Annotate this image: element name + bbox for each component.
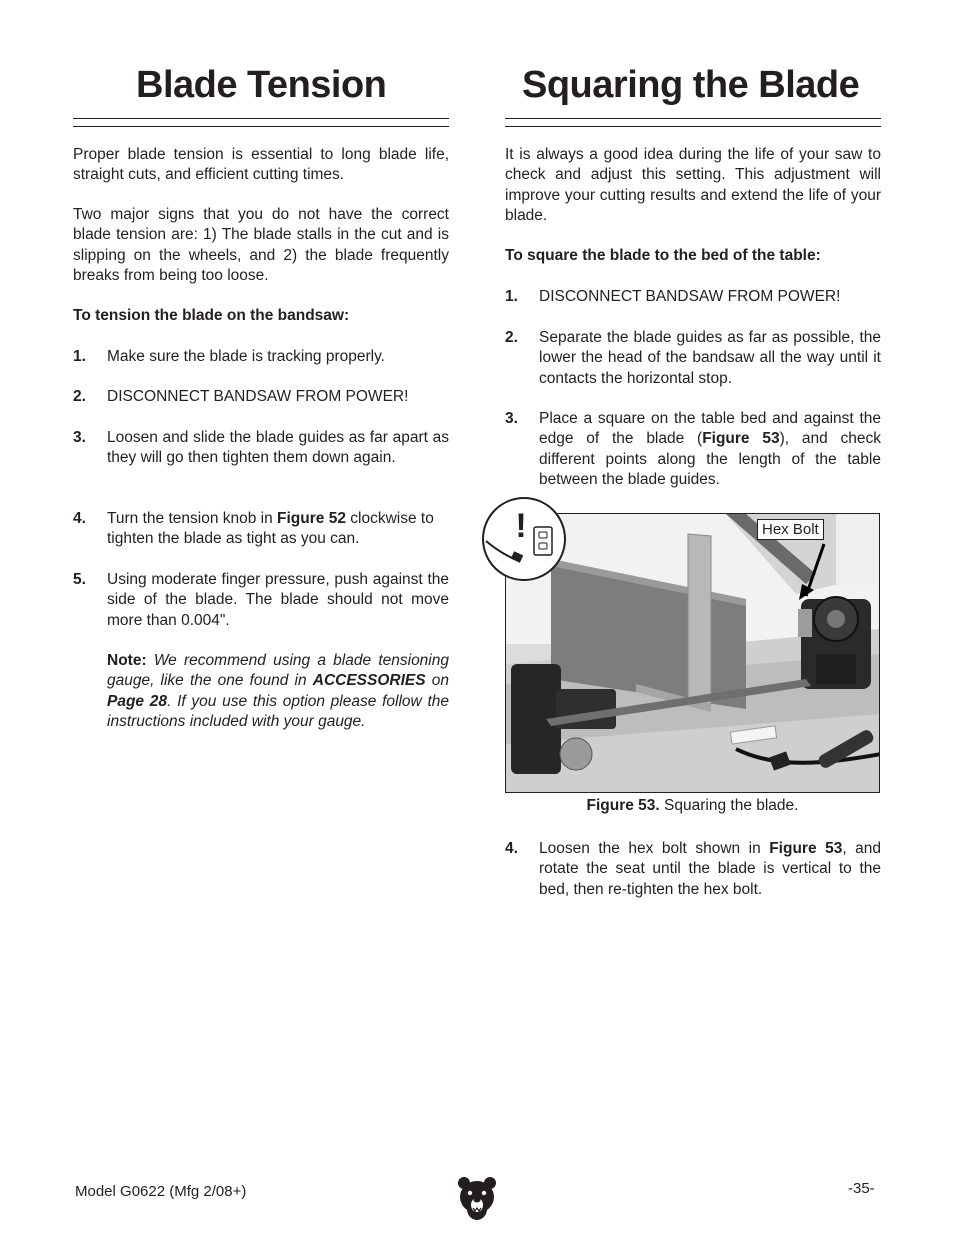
step-text: DISCONNECT BANDSAW FROM POWER! [107, 388, 409, 405]
step-number: 1. [505, 288, 518, 305]
step-number: 2. [505, 329, 518, 346]
step-text: Loosen and slide the blade guides as far apart as they will go then tighten them down again. [107, 429, 449, 467]
figure-reference: Figure 53 [769, 840, 843, 857]
squaring-procedure-heading: To square the blade to the bed of the table: [505, 247, 821, 264]
step-text: DISCONNECT BANDSAW FROM POWER! [539, 288, 841, 305]
blade-tension-intro-2: Two major signs that you do not have the correct blade tension are: 1) The blade stalls in the cut and is slipping on the wheels, and 2) the blade frequently breaks from being too loose. [73, 206, 449, 285]
blade-tension-intro-1: Proper blade tension is essential to long blade life, straight cuts, and efficient cutting times. [73, 146, 449, 184]
bear-logo-icon [456, 1175, 498, 1226]
note-label: Note: [107, 652, 147, 669]
disconnect-power-warning-icon [482, 497, 566, 581]
step-text: Make sure the blade is tracking properly. [107, 348, 385, 365]
tension-gauge-note: Note: We recommend using a blade tensioning gauge, like the one found in ACCESSORIES on Page 28. If you use this option please follow the instructions included with your gauge. [107, 652, 449, 731]
step-text: Turn the tension knob in Figure 52 clockwise to tighten the blade as tight as you can. [107, 510, 434, 548]
step-number: 3. [73, 429, 86, 446]
hex-bolt-callout: Hex Bolt [757, 519, 824, 540]
figure-reference: Figure 53 [702, 430, 780, 448]
step-text: Using moderate finger pressure, push against the side of the blade. The blade should not move more than 0.004". [107, 571, 449, 629]
footer-page-number: -35- [848, 1180, 875, 1197]
step-number: 1. [73, 348, 86, 365]
step-number: 4. [73, 510, 86, 527]
step-number: 2. [73, 388, 86, 405]
step-text: Place a square on the table bed and against the edge of the blade (Figure 53), and check different points along the length of the table between the blade guides. [539, 410, 881, 489]
blade-tension-title: Blade Tension [136, 64, 387, 106]
tension-procedure-heading: To tension the blade on the bandsaw: [73, 307, 350, 324]
step-number: 4. [505, 840, 518, 857]
squaring-blade-title: Squaring the Blade [522, 64, 860, 106]
figure-reference: Figure 52 [277, 510, 346, 527]
step-text: Separate the blade guides as far as possible, the lower the head of the bandsaw all the way until it contacts the horizontal stop. [539, 329, 881, 387]
squaring-intro: It is always a good idea during the life of your saw to check and adjust this setting. This adjustment will improve your cutting results and extend the life of your blade. [505, 146, 881, 225]
step-text: Loosen the hex bolt shown in Figure 53, and rotate the seat until the blade is vertical to the bed, then re-tighten the hex bolt. [539, 840, 881, 898]
step-number: 5. [73, 571, 86, 588]
svg-text:!: ! [515, 507, 527, 545]
step-number: 3. [505, 410, 518, 427]
title-rule [505, 118, 881, 127]
footer-model: Model G0622 (Mfg 2/08+) [75, 1183, 247, 1200]
title-rule [73, 118, 449, 127]
figure-53-caption: Figure 53. Squaring the blade. [586, 797, 799, 814]
